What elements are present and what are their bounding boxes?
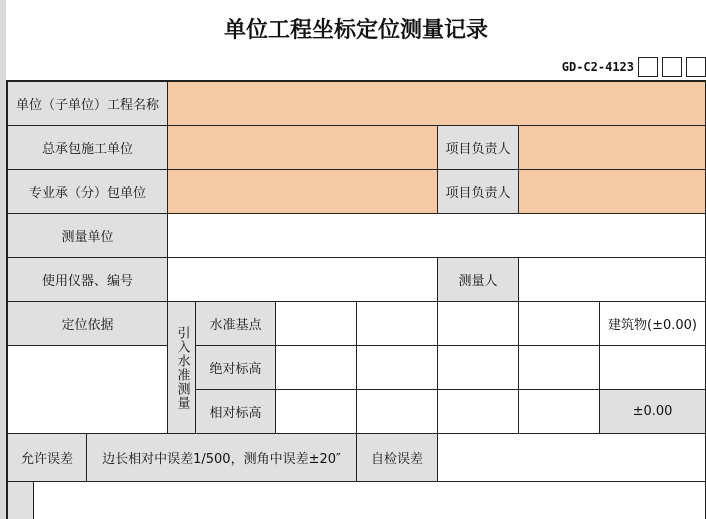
survey-unit-field[interactable] [168, 214, 706, 258]
surveyor-field[interactable] [519, 258, 706, 302]
bottom-side-cell [8, 482, 34, 519]
doc-number-box-2[interactable] [662, 57, 682, 77]
self-check-label: 自检误差 [357, 434, 438, 482]
general-contractor-field[interactable] [168, 126, 438, 170]
doc-number-box-3[interactable] [686, 57, 706, 77]
relative-elevation-cell-4[interactable] [519, 390, 600, 434]
absolute-elevation-cell-3[interactable] [438, 346, 519, 390]
doc-number-box-1[interactable] [638, 57, 658, 77]
absolute-elevation-cell-2[interactable] [357, 346, 438, 390]
doc-number [562, 56, 706, 78]
benchmark-point-label: 水准基点 [196, 302, 276, 346]
instrument-label: 使用仪器、编号 [8, 258, 168, 302]
benchmark-point-cell-2[interactable] [357, 302, 438, 346]
benchmark-point-cell-4[interactable] [519, 302, 600, 346]
general-contractor-label: 总承包施工单位 [8, 126, 168, 170]
project-name-field[interactable] [168, 82, 706, 126]
absolute-elevation-cell-4[interactable] [519, 346, 600, 390]
project-manager-label-1: 项目负责人 [438, 126, 519, 170]
basis-field[interactable] [8, 346, 168, 434]
building-relative-value: ±0.00 [600, 390, 706, 434]
self-check-field[interactable] [438, 434, 706, 482]
surveyor-label: 测量人 [438, 258, 519, 302]
relative-elevation-cell-3[interactable] [438, 390, 519, 434]
record-sheet [6, 0, 706, 519]
sub-contractor-label: 专业承（分）包单位 [8, 170, 168, 214]
relative-elevation-label: 相对标高 [196, 390, 276, 434]
bottom-content-cell[interactable] [34, 482, 706, 519]
tolerance-label: 允许误差 [8, 434, 87, 482]
project-manager-field-2[interactable] [519, 170, 706, 214]
project-manager-field-1[interactable] [519, 126, 706, 170]
relative-elevation-cell-2[interactable] [357, 390, 438, 434]
benchmark-point-cell-1[interactable] [276, 302, 357, 346]
doc-number-text: GD-C2-4123 [561, 60, 634, 74]
absolute-elevation-label: 绝对标高 [196, 346, 276, 390]
benchmark-group-text: 引入水准测量 [174, 325, 190, 410]
page-title: 单位工程坐标定位测量记录 [223, 16, 488, 43]
sub-contractor-field[interactable] [168, 170, 438, 214]
basis-label: 定位依据 [8, 302, 168, 346]
project-manager-label-2: 项目负责人 [438, 170, 519, 214]
absolute-elevation-building-cell[interactable] [600, 346, 706, 390]
relative-elevation-cell-1[interactable] [276, 390, 357, 434]
benchmark-point-cell-3[interactable] [438, 302, 519, 346]
building-label: 建筑物(±0.00) [600, 302, 706, 346]
absolute-elevation-cell-1[interactable] [276, 346, 357, 390]
survey-unit-label: 测量单位 [8, 214, 168, 258]
project-name-label: 单位（子单位）工程名称 [8, 82, 168, 126]
instrument-field[interactable] [168, 258, 438, 302]
benchmark-group-label [168, 302, 196, 434]
tolerance-value: 边长相对中误差1/500，测角中误差±20″ [87, 434, 357, 482]
